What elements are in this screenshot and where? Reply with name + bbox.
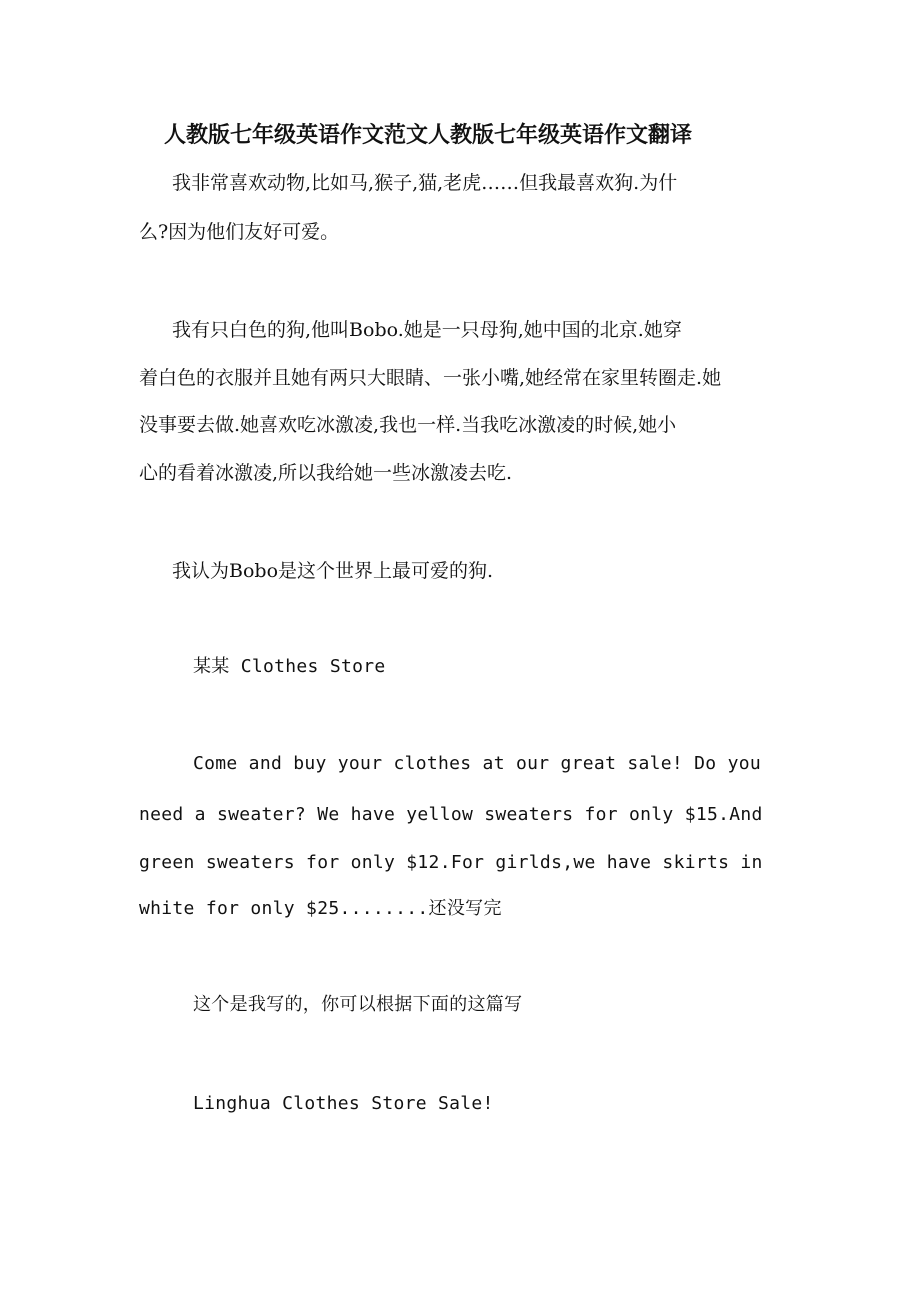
store-line-2: need a sweater? We have yellow sweaters for only $15.And (139, 804, 763, 825)
document-title: 人教版七年级英语作文范文人教版七年级英语作文翻译 (164, 122, 693, 148)
paragraph-2-line-1: 我有只白色的狗,他叫Bobo.她是一只母狗,她中国的北京.她穿 (172, 319, 682, 341)
paragraph-1-line-2: 么?因为他们友好可爱。 (139, 221, 340, 243)
store-line-3: green sweaters for only $12.For girlds,we have skirts in (139, 852, 763, 873)
store-line-1: Come and buy your clothes at our great sale! Do you (193, 753, 761, 774)
paragraph-2-line-2: 着白色的衣服并且她有两只大眼睛、一张小嘴,她经常在家里转圈走.她 (139, 367, 722, 389)
paragraph-2-line-4: 心的看着冰激凌,所以我给她一些冰激凌去吃. (139, 462, 513, 484)
store-heading: 某某 Clothes Store (193, 656, 386, 677)
paragraph-2-line-3: 没事要去做.她喜欢吃冰激凌,我也一样.当我吃冰激凌的时候,她小 (139, 414, 677, 436)
sale-heading: Linghua Clothes Store Sale! (193, 1093, 494, 1114)
paragraph-1-line-1: 我非常喜欢动物,比如马,猴子,猫,老虎……但我最喜欢狗.为什 (172, 172, 678, 194)
note-line: 这个是我写的，你可以根据下面的这篇写 (193, 994, 523, 1015)
store-line-4: white for only $25........还没写完 (139, 898, 502, 919)
paragraph-3: 我认为Bobo是这个世界上最可爱的狗. (172, 560, 494, 582)
